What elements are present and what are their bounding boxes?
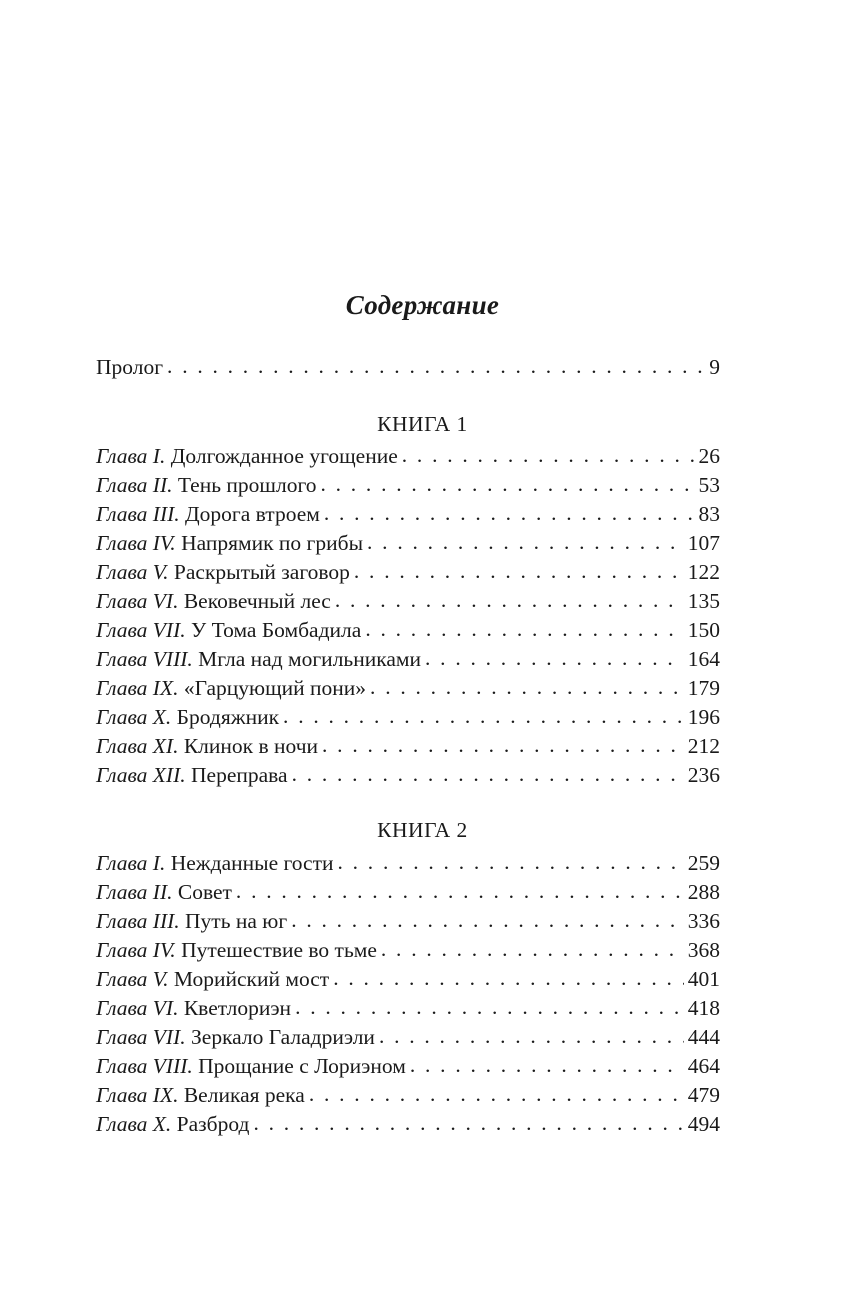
page-title: Содержание bbox=[345, 290, 500, 320]
chapter-title: Переправа bbox=[191, 763, 288, 787]
page-number: 444 bbox=[687, 1025, 720, 1049]
chapter-title: «Гарцующий пони» bbox=[183, 676, 367, 700]
dot-leader bbox=[367, 528, 684, 557]
toc-row bbox=[96, 732, 720, 761]
chapter-title: Путешествие во тьме bbox=[181, 938, 377, 962]
chapter-number: Глава IX. bbox=[96, 676, 179, 700]
toc-row bbox=[96, 529, 720, 558]
dot-leader bbox=[324, 499, 695, 528]
page-number: 368 bbox=[687, 938, 720, 962]
page-number: 418 bbox=[687, 996, 720, 1020]
dot-leader bbox=[379, 1022, 684, 1051]
prologue-entry bbox=[96, 353, 720, 382]
chapter-title: Совет bbox=[177, 880, 232, 904]
chapter-number: Глава V. bbox=[96, 560, 169, 584]
chapter-title: Раскрытый заговор bbox=[173, 560, 350, 584]
page-number: 150 bbox=[687, 618, 720, 642]
chapter-title: Путь на юг bbox=[185, 909, 288, 933]
dot-leader bbox=[425, 644, 684, 673]
dot-leader bbox=[370, 673, 684, 702]
book-1-heading: КНИГА 1 bbox=[377, 412, 468, 436]
toc-row bbox=[96, 761, 720, 790]
chapter-number: Глава II. bbox=[96, 473, 173, 497]
toc-row bbox=[96, 878, 720, 907]
toc-row bbox=[96, 645, 720, 674]
chapter-number: Глава III. bbox=[96, 909, 180, 933]
dot-leader bbox=[236, 877, 684, 906]
dot-leader bbox=[338, 848, 684, 877]
chapter-title: Великая река bbox=[183, 1083, 305, 1107]
dot-leader bbox=[283, 702, 684, 731]
page-number: 464 bbox=[687, 1054, 720, 1078]
dot-leader bbox=[320, 470, 694, 499]
dot-leader bbox=[333, 964, 684, 993]
page-number: 107 bbox=[687, 531, 720, 555]
chapter-title: Бродяжник bbox=[176, 705, 280, 729]
chapter-title: Разброд bbox=[176, 1112, 250, 1136]
chapter-title: Зеркало Галадриэли bbox=[191, 1025, 375, 1049]
chapter-number: Глава VII. bbox=[96, 618, 186, 642]
toc-row bbox=[96, 616, 720, 645]
toc-row bbox=[96, 703, 720, 732]
book-1-chapter-list bbox=[96, 442, 720, 790]
chapter-title: Долгожданное угощение bbox=[170, 444, 398, 468]
chapter-number: Глава X. bbox=[96, 705, 172, 729]
dot-leader bbox=[322, 731, 684, 760]
page-number: 259 bbox=[687, 851, 720, 875]
dot-leader bbox=[402, 441, 695, 470]
chapter-number: Глава VI. bbox=[96, 996, 179, 1020]
toc-row bbox=[96, 1052, 720, 1081]
chapter-title: Напрямик по грибы bbox=[181, 531, 364, 555]
chapter-number: Глава I. bbox=[96, 851, 166, 875]
chapter-title: Морийский мост bbox=[173, 967, 330, 991]
toc-row bbox=[96, 558, 720, 587]
toc-row bbox=[96, 353, 720, 382]
dot-leader bbox=[381, 935, 684, 964]
chapter-title: Вековечный лес bbox=[183, 589, 331, 613]
toc-row bbox=[96, 994, 720, 1023]
chapter-number: Глава IV. bbox=[96, 531, 176, 555]
chapter-title: У Тома Бомбадила bbox=[191, 618, 362, 642]
toc-row bbox=[96, 500, 720, 529]
page-number: 179 bbox=[687, 676, 720, 700]
dot-leader bbox=[354, 557, 684, 586]
chapter-number: Глава V. bbox=[96, 967, 169, 991]
chapter-number: Глава X. bbox=[96, 1112, 172, 1136]
dot-leader bbox=[292, 760, 684, 789]
book-2-heading: КНИГА 2 bbox=[377, 818, 468, 842]
chapter-number: Глава IV. bbox=[96, 938, 176, 962]
dot-leader bbox=[295, 993, 684, 1022]
toc-row bbox=[96, 471, 720, 500]
chapter-number: Глава II. bbox=[96, 880, 173, 904]
toc-row bbox=[96, 1023, 720, 1052]
page-number: 236 bbox=[687, 763, 720, 787]
chapter-number: Глава VIII. bbox=[96, 1054, 193, 1078]
dot-leader bbox=[253, 1109, 683, 1138]
page-number: 26 bbox=[698, 444, 720, 468]
chapter-number: Глава XII. bbox=[96, 763, 186, 787]
prologue-label: Пролог bbox=[96, 355, 164, 379]
toc-row bbox=[96, 674, 720, 703]
chapter-number: Глава VI. bbox=[96, 589, 179, 613]
chapter-title: Дорога втроем bbox=[185, 502, 320, 526]
chapter-number: Глава VIII. bbox=[96, 647, 193, 671]
chapter-title: Нежданные гости bbox=[170, 851, 334, 875]
page-number: 135 bbox=[687, 589, 720, 613]
page-number: 164 bbox=[687, 647, 720, 671]
chapter-number: Глава IX. bbox=[96, 1083, 179, 1107]
toc-row bbox=[96, 849, 720, 878]
dot-leader bbox=[365, 615, 683, 644]
page-number: 9 bbox=[709, 355, 720, 379]
chapter-number: Глава I. bbox=[96, 444, 166, 468]
chapter-title: Мгла над могильниками bbox=[198, 647, 422, 671]
toc-row bbox=[96, 907, 720, 936]
page-number: 83 bbox=[698, 502, 720, 526]
toc-row bbox=[96, 442, 720, 471]
dot-leader bbox=[291, 906, 684, 935]
toc-row bbox=[96, 936, 720, 965]
page-number: 494 bbox=[687, 1112, 720, 1136]
chapter-title: Тень прошлого bbox=[177, 473, 317, 497]
toc-row bbox=[96, 1110, 720, 1139]
chapter-title: Кветлориэн bbox=[183, 996, 292, 1020]
page-number: 122 bbox=[687, 560, 720, 584]
dot-leader bbox=[309, 1080, 684, 1109]
page-number: 479 bbox=[687, 1083, 720, 1107]
page-number: 53 bbox=[698, 473, 720, 497]
page-number: 288 bbox=[687, 880, 720, 904]
dot-leader bbox=[167, 352, 705, 381]
chapter-title: Клинок в ночи bbox=[183, 734, 319, 758]
page-number: 196 bbox=[687, 705, 720, 729]
dot-leader bbox=[335, 586, 684, 615]
toc-row bbox=[96, 1081, 720, 1110]
toc-row bbox=[96, 965, 720, 994]
page-number: 212 bbox=[687, 734, 720, 758]
page-number: 401 bbox=[687, 967, 720, 991]
page-number: 336 bbox=[687, 909, 720, 933]
toc-row bbox=[96, 587, 720, 616]
chapter-number: Глава III. bbox=[96, 502, 180, 526]
chapter-number: Глава XI. bbox=[96, 734, 179, 758]
book-2-chapter-list bbox=[96, 849, 720, 1139]
dot-leader bbox=[410, 1051, 684, 1080]
chapter-title: Прощание с Лориэном bbox=[198, 1054, 406, 1078]
chapter-number: Глава VII. bbox=[96, 1025, 186, 1049]
